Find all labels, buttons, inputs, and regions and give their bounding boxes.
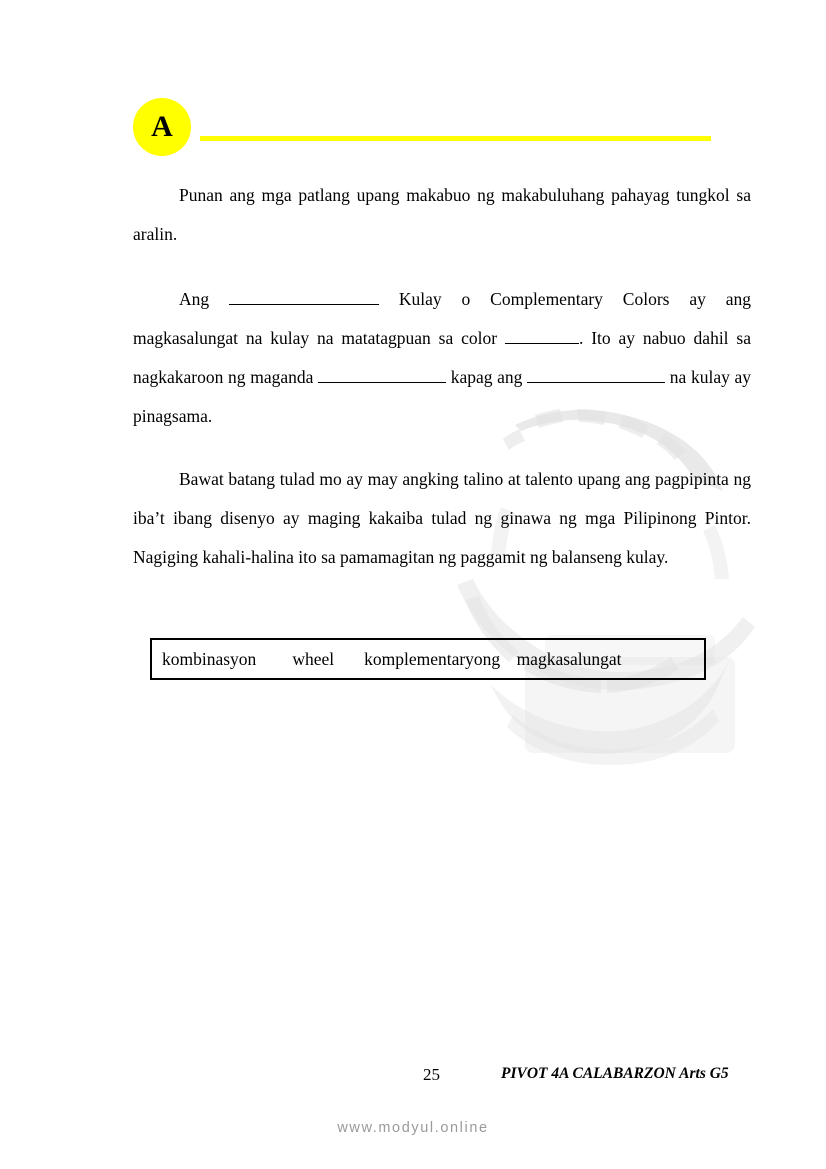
fill-seg-2: Kulay o Complementary Colors ay ang magkasalungat na kulay na matatagpuan sa color (133, 289, 751, 348)
fill-seg-3: . Ito ay nabuo dahil sa nagkakaroon ng maganda (133, 328, 751, 387)
section-badge-letter: A (151, 110, 173, 143)
word-bank-box (150, 638, 706, 680)
site-stamp: www.modyul.online (337, 1120, 489, 1136)
footer-title: PIVOT 4A CALABARZON Arts G5 (501, 1065, 729, 1082)
spacer (133, 448, 751, 460)
instruction-paragraph: Punan ang mga patlang upang makabuo ng makabuluhang pahayag tungkol sa aralin. (133, 185, 751, 244)
blank-2[interactable] (505, 343, 579, 344)
blank-1[interactable] (229, 304, 379, 305)
fill-in-paragraph (133, 280, 751, 436)
blank-4[interactable] (527, 382, 665, 383)
worksheet-body (133, 176, 751, 577)
word-bank-item[interactable]: wheel (292, 648, 335, 669)
header-rule (200, 136, 711, 141)
closing-paragraph: Bawat batang tulad mo ay may angking talino at talento upang ang pagpipinta ng iba’t ibang disenyo ay maging kakaiba tulad ng ginawa ng mga Pilipinong Pintor. Nagiging kahali-halina ito sa pamamagitan ng paggamit ng balanseng kulay. (133, 469, 751, 567)
fill-seg-5: na kulay ay pinagsama. (133, 367, 752, 426)
section-badge (133, 98, 191, 156)
fill-seg-4: kapag ang (450, 367, 523, 387)
blank-3[interactable] (318, 382, 446, 383)
fill-seg-1: Ang (179, 289, 210, 309)
word-bank-words (152, 649, 632, 670)
spacer (133, 266, 751, 280)
word-bank-item[interactable]: kombinasyon (162, 648, 257, 669)
section-header (133, 98, 713, 158)
word-bank-item[interactable]: komplementaryong (364, 648, 501, 669)
page-number: 25 (423, 1065, 440, 1084)
word-bank-item[interactable]: magkasalungat (516, 648, 622, 669)
page-footer (133, 1065, 751, 1089)
